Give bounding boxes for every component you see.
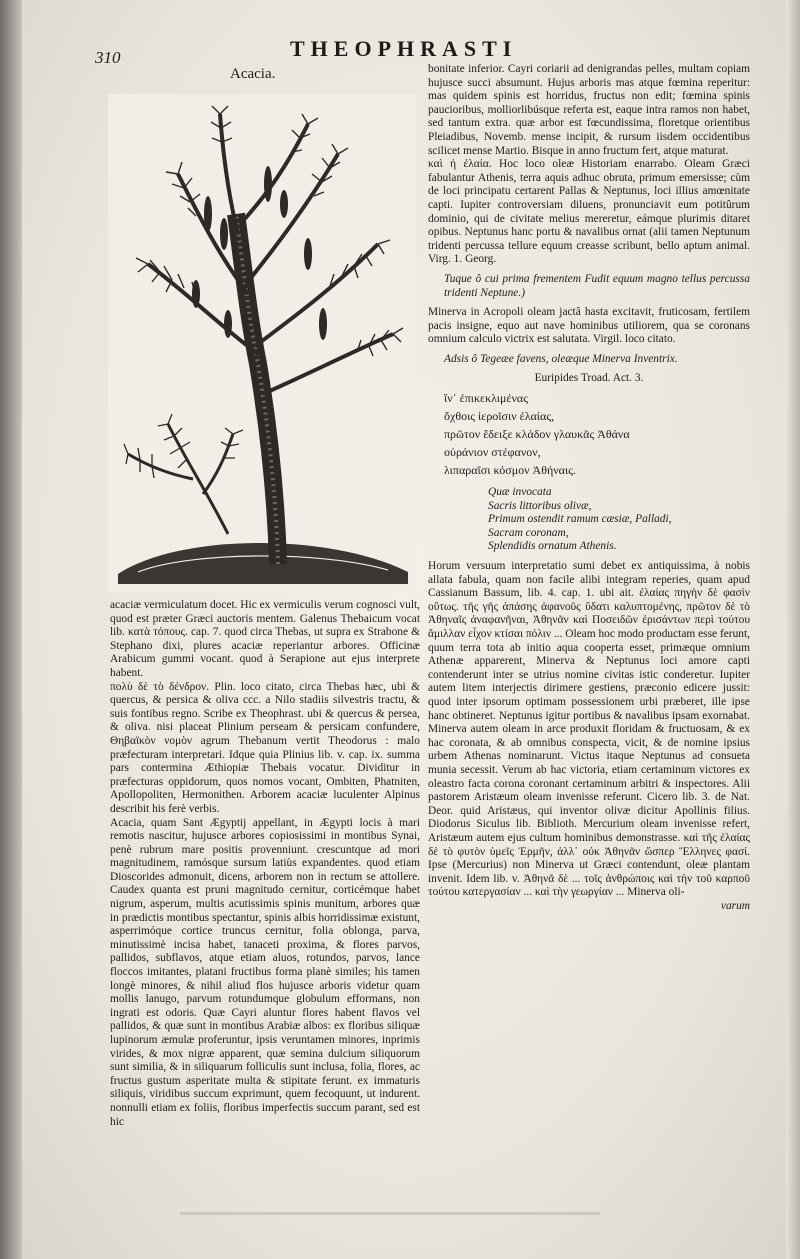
latin-verse-line: Sacram coronam, [488, 526, 569, 539]
greek-verse-line: πρῶτον ἔδειξε κλάδον γλαυκᾶς Ἀθάνα [444, 427, 630, 442]
latin-verse-line: Sacris littoribus olivæ, [488, 499, 592, 512]
greek-verse-line: οὐράνιον στέφανον, [444, 445, 541, 460]
latin-verse-line: Primum ostendit ramum cæsiæ, Palladi, [488, 513, 672, 526]
right-paragraph-olive: καὶ ἡ ἐλαία. Hoc loco oleæ Historiam enarrabo. Oleam Græci fabulantur Athenis, terra aquis adhuc obruta, primum emersisse; cùm de loci principatu certarent Pallas & Neptunus, loci illius amœnitate capti. Iupiter controversiam diluens, pronunciavit eum potitûrum dominio, qui de civitate melius mereretur, eámque plurimis ditaret opibus. Neptunus hanc portu & navalibus ornat (alii tamen Neptunum tridenti percussa tellure equum creasse scribunt, bello aptum animal. Virg. 1. Georg. [428, 158, 750, 266]
right-paragraph-minerva: Minerva in Acropoli oleam jactâ hasta excitavit, fruticosam, fertilem pacis insigne, equo aut nave hominibus utiliorem, qua se coronans omnium calculo victrix est salutata. Virgil. loco citato. [428, 306, 750, 346]
right-paragraph-horum: Horum versuum interpretatio sumi debet ex antiquissima, à nobis allata fabula, quam non facile alibi integram reperies, quam apud Cassianum Bassum, lib. 4. cap. 1. ubi ait. ἐλαίας πηγὴν δὲ φασὶν οὕτως. τῆς γῆς ἀπάσης ἀφανοῦς ὕδατι καλυπτομένης, πρῶτον δὲ τὸ Ἀθηναῖς ἀναφανῆναι, Ἀθηνᾶν καὶ Ποσειδῶν ἐρισάντων περὶ τούτου ἄμιλλαν εἶχον κτίσαι πόλιν ... Oleam hoc modo productam esse ferunt, quum terra tota ab initio aqua cooperta esset, primæque omnium Athenæ apparerent, Minerva & Neptunus loci amore capti contenderunt inter se utrius nomine civitas istic conderetur. Iupiter autem litem interjectis dirimere gestiens, præconio edicere jussit: quod inter ipsorum optimam possessionem urbi præberet, ille ipse hanc obtineret. Neptunus igitur portibus & navalibus ipsam exornabat. Minerva autem oleam in arce produxit floridam & fructuosam, & ex hac coronata, & ab omnibus conspecta, vicit, & de nomine ipsius urbem Athenas nominarunt. Victus itaque Neptunus ad consueta munia secessit. Verum ab hac victoria, etiam certaminum victores ex oleastro facta corona coronant certaminum arbitri & inspectores. Alii pastorem Aristæum oleam invenisse referunt. Cicero lib. 3. de Nat. Deor. quid Aristæus, qui inventor olivæ dicitur Apollinis filius. Diodorus Siculus lib. Biblioth. Mercurium oleam invenisse refert, Aristæum autem ejus cultum hominibus demonstrasse. καὶ τῆς ἐλαίας δὲ τὸ φυτὸν ὑμεῖς Ἑρμῆν, ἀλλ᾽ οὐκ Ἀθηνᾶν ὥσπερ Ἕλληνες φασί. Ipse (Mercurius) non Minerva ut Græci contendunt, oleæ plantam invenit. Idem lib. v. Ἀθηνᾶ δὲ ... τοῖς ἀνθρώποις καὶ τὴν τοῦ καρποῦ τούτου κατεργασίαν ... καὶ τὴν γεωργίαν ... Minerva oli- [428, 560, 750, 899]
illustration-caption: Acacia. [230, 66, 276, 82]
binding-shadow [180, 1212, 600, 1215]
latin-verse-line: Quæ invocata [488, 486, 552, 499]
latin-verse-line: Splendidis ornatum Athenis. [488, 540, 617, 553]
left-column-text [110, 599, 420, 1129]
euripides-reference: Euripides Troad. Act. 3. [534, 372, 644, 385]
right-paragraph-opening: bonitate inferior. Cayri coriarii ad denigrandas pelles, multam copiam hujusce succi absumunt. Hujus arboris mas atque fœmina reperitur: mas quidem spinis est horridus, fructus non edit; fœmina spinis paucioribus, molliorlibúsque referta est, eaque intra ramos non habet, sed tantum extra. quæ arbor est fœcundissima, floretque orientibus Pleiadibus, Novemb. mense incipit, & rursum iisdem occidentibus scilicet mense Martio. Bisque in anno fructum fert, atque maturat. [428, 63, 750, 157]
catchword: varum [720, 899, 750, 912]
left-paragraph: Acacia, quam Sant Ægyptij appellant, in Ægypti locis à mari remotis nascitur, hujusce arbores copiosissimi in montibus Synai, penè rubrum mare positis provenniunt. crescuntque ad mori magnitudinem, ramósque sursum latiùs expandentes. quod etiam Dioscorides admonuit, dicens, arborem non in rectum se attollere. Caudex quanta est pruni magnitudo cernitur, corticémque habet nigrum, asperum, multis acutissimis spinis munitum, arbores quæ in prædictis montibus spectantur, spinis albis horridissimæ existunt, asperrimóque cortice truncus cernitur, folia oblonga, parva, minutissimè incisa habet, tanaceti proxima, & flores parvos, pallidos, subflavos, atque etiam aluos, rotundos, parvos, lance floccos imitantes, platani fructibus forma planè similes; his tamen longè minores, & nihil aliud flos hujusce arboris videtur quam mollis lanugo, parvum rotundumque globulum efformans, non ingrati est odoris. Quæ Cayri aluntur flores habent flavos vel pallidos, & quæ sunt in montibus Arabiæ albos: ex floribus siliquæ lupinorum æmulæ proferuntur, ipsis veruntamen minores, inprimis virides, & mox nigræ apparent, quæ semina dulcium siliquorum sunt similia, & in siliquarum folliculis sunt inclusa, folia, flores, ac fructus gustum asperitate multa & stipitate ferunt. ex immaturis siliquis, viridibus succum exprimunt, quem fecoquunt, ut indurent. nonnulli etiam ex foliis, floribus imperfectis succum parant, sed est hic [110, 816, 420, 1128]
acacia-tree-woodcut [108, 94, 416, 592]
greek-verse-line: ἵν᾽ ἐπικεκλιμένας [444, 391, 528, 406]
left-paragraph: πολὺ δὲ τὸ δένδρον. Plin. loco citato, circa Thebas hæc, ubi & quercus, & persica & oliva ccc. a Nilo stadiis silvestris tractu, & suis fontibus regno. Scribe ex Theophrast. ubi & quercus & persea, & oliva. nisi placeat Plinium perseam & persicam confundere, Θηβαϊκὸν νομὸν agrum Thebanum vertit Theodorus : malo præfecturam interpretari. Idque quia Plinius lib. v. cap. ix. summa pars contermina Æthiopiæ Thebais vocatur. Dividitur in præfecturas oppidorum, quos nomos vocant, Ombiten, Phatniten, Apollopoliten, Hermonithen. Arborem acaciæ luculenter Alpinus describit his ferè verbis. [110, 680, 420, 815]
verse-minerva: Adsis ô Tegeæe favens, oleæque Minerva Inventrix. [444, 352, 678, 365]
right-column-text [428, 63, 750, 913]
page-number: 310 [95, 48, 121, 67]
left-paragraph: acaciæ vermiculatum docet. Hic ex vermiculis verum cognosci vult, quod est præter Græci auctoris mentem. Galenus Thebaicum vocat lib. κατὰ τόπους. cap. 7. quod circa Thebas, ut supra ex Strabone & Stephano dixi, plures acaciæ reperiantur arbores. Officinæ Arabicum gummi vocant. quod à Serapione aut ejus interprete habent. [110, 599, 420, 679]
greek-verse-line: λιπαραῖσι κόσμον Ἀθήναις. [444, 463, 576, 478]
running-title: THEOPHRASTI [290, 36, 518, 61]
verse-virgil: Tuque ô cui prima frementem Fudit equum magno tellus percussa tridenti Neptune.) [444, 272, 750, 299]
greek-verse-line: ὄχθοις ἱεροῖσιν ἐλαίας, [444, 409, 555, 424]
